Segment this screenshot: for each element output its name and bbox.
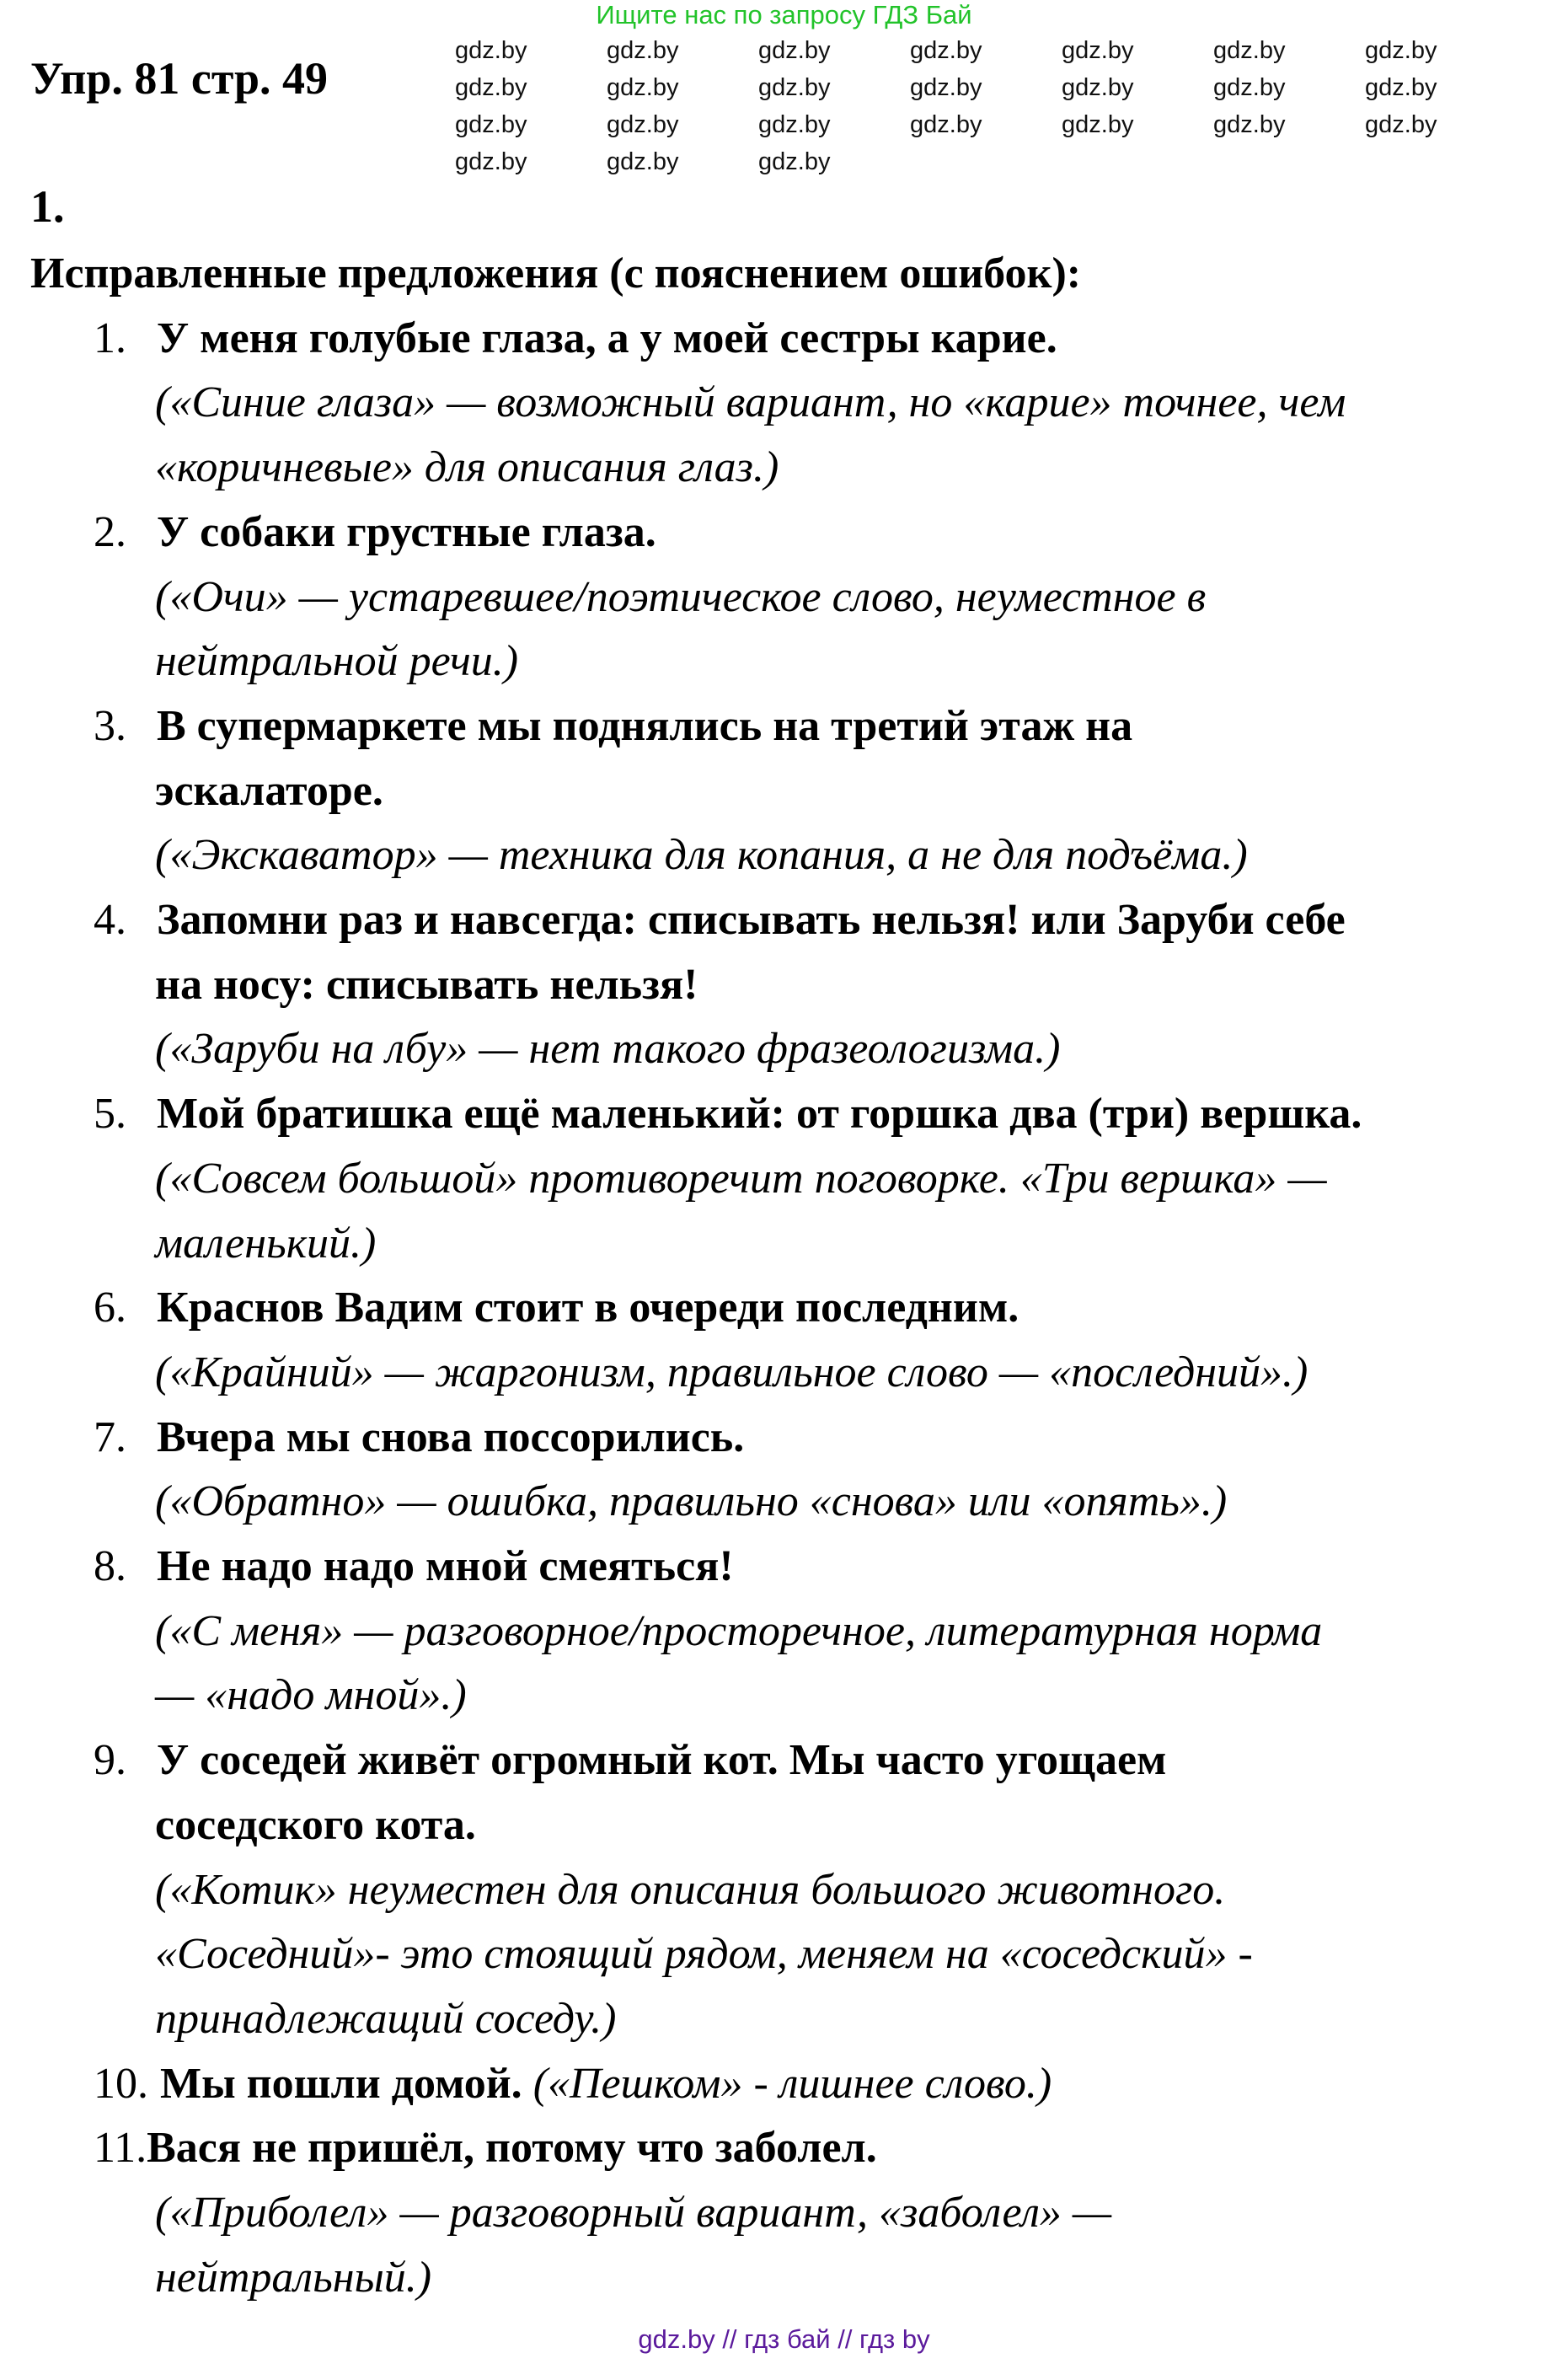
item-number: 8. bbox=[94, 1542, 126, 1591]
watermark-text: gdz.by bbox=[758, 37, 831, 64]
footer-links[interactable]: gdz.by // гдз бай // гдз by bbox=[638, 2324, 930, 2354]
error-explanation: («Экскаватор» — техника для копания, а не для подъёма.) bbox=[155, 831, 1248, 880]
top-banner[interactable]: Ищите нас по запросу ГДЗ Бай bbox=[596, 0, 972, 29]
error-explanation: — «надо мной».) bbox=[155, 1671, 467, 1720]
error-explanation: маленький.) bbox=[155, 1219, 377, 1268]
item-first-line bbox=[30, 888, 1547, 953]
list-item bbox=[30, 694, 1547, 888]
watermark-text: gdz.by bbox=[1213, 111, 1286, 138]
list-item bbox=[30, 1729, 1547, 2052]
item-number: 9. bbox=[94, 1736, 126, 1785]
watermark-text: gdz.by bbox=[910, 37, 982, 64]
watermark-text: gdz.by bbox=[1062, 74, 1134, 101]
corrected-sentence: У соседей живёт огромный кот. Мы часто угощаем bbox=[157, 1736, 1167, 1785]
corrected-sentence: Вася не пришёл, потому что заболел. bbox=[147, 2124, 877, 2173]
error-explanation: принадлежащий соседу.) bbox=[155, 1994, 617, 2043]
item-first-line bbox=[30, 1406, 1547, 1471]
error-explanation: нейтральный.) bbox=[155, 2253, 432, 2302]
error-explanation: («Совсем большой» противоречит поговорке. «Три вершка» — bbox=[155, 1154, 1327, 1203]
watermark-text: gdz.by bbox=[910, 111, 982, 138]
answer-heading: Исправленные предложения (с пояснением ошибок): bbox=[30, 249, 1082, 297]
watermark-text: gdz.by bbox=[1062, 37, 1134, 64]
watermark-text: gdz.by bbox=[455, 74, 527, 101]
watermark-text: gdz.by bbox=[1365, 111, 1437, 138]
watermark-text: gdz.by bbox=[758, 111, 831, 138]
error-explanation: («Обратно» — ошибка, правильно «снова» или «опять».) bbox=[155, 1477, 1228, 1526]
watermark-text: gdz.by bbox=[607, 111, 679, 138]
item-number: 11. bbox=[94, 2124, 147, 2173]
item-number: 1. bbox=[94, 314, 126, 362]
section-number: 1. bbox=[30, 181, 65, 232]
error-explanation: («Пешком» - лишнее слово.) bbox=[532, 2059, 1052, 2108]
list-item bbox=[30, 1276, 1547, 1405]
item-first-line bbox=[30, 1082, 1547, 1147]
list-item bbox=[30, 307, 1547, 501]
watermark-text: gdz.by bbox=[1365, 37, 1437, 64]
item-first-line bbox=[30, 1535, 1547, 1600]
item-number: 6. bbox=[94, 1284, 126, 1332]
watermark-text: gdz.by bbox=[1213, 37, 1286, 64]
error-explanation: («С меня» — разговорное/просторечное, литературная норма bbox=[155, 1606, 1323, 1655]
error-explanation: («Крайний» — жаргонизм, правильное слово — «последний».) bbox=[155, 1348, 1308, 1396]
item-number: 4. bbox=[94, 896, 126, 945]
list-item bbox=[30, 1535, 1547, 1729]
item-number: 7. bbox=[94, 1412, 126, 1461]
corrected-sentence: В супермаркете мы поднялись на третий этаж на bbox=[157, 701, 1133, 750]
item-first-line bbox=[30, 2116, 1547, 2181]
error-explanation: («Приболел» — разговорный вариант, «заболел» — bbox=[155, 2189, 1112, 2238]
watermark-text: gdz.by bbox=[607, 74, 679, 101]
item-number: 3. bbox=[94, 701, 126, 750]
watermark-text: gdz.by bbox=[1213, 74, 1286, 101]
watermark-text: gdz.by bbox=[1062, 111, 1134, 138]
corrected-sentence: Не надо надо мной смеяться! bbox=[157, 1542, 734, 1591]
corrected-sentence: Запомни раз и навсегда: списывать нельзя! или Заруби себе bbox=[157, 896, 1346, 945]
list-item bbox=[30, 1082, 1547, 1276]
corrected-sentence-continued: эскалаторе. bbox=[155, 766, 383, 815]
error-explanation: («Котик» неуместен для описания большого животного. bbox=[155, 1865, 1226, 1914]
list-item bbox=[30, 888, 1547, 1082]
watermark-text: gdz.by bbox=[455, 111, 527, 138]
corrected-sentence: Мой братишка ещё маленький: от горшка два (три) вершка. bbox=[157, 1090, 1362, 1139]
watermark-text: gdz.by bbox=[758, 148, 831, 175]
item-first-line bbox=[30, 2052, 1547, 2117]
watermark-text: gdz.by bbox=[455, 37, 527, 64]
error-explanation: «коричневые» для описания глаз.) bbox=[155, 443, 779, 492]
error-explanation: («Синие глаза» — возможный вариант, но «карие» точнее, чем bbox=[155, 378, 1346, 427]
error-explanation: «Соседний»- это стоящий рядом, меняем на «соседский» - bbox=[155, 1930, 1253, 1979]
corrected-sentence: Краснов Вадим стоит в очереди последним. bbox=[157, 1284, 1019, 1332]
list-item bbox=[30, 2116, 1547, 2310]
corrected-sentence: У собаки грустные глаза. bbox=[157, 507, 656, 556]
item-number: 10. bbox=[94, 2059, 148, 2108]
item-first-line bbox=[30, 307, 1547, 372]
answer-content bbox=[30, 242, 1547, 2311]
answer-list bbox=[30, 307, 1547, 2311]
corrected-sentence-continued: соседского кота. bbox=[155, 1800, 476, 1849]
error-explanation: («Очи» — устаревшее/поэтическое слово, неуместное в bbox=[155, 572, 1207, 621]
watermark-text: gdz.by bbox=[1365, 74, 1437, 101]
watermark-text: gdz.by bbox=[910, 74, 982, 101]
watermark-text: gdz.by bbox=[607, 148, 679, 175]
item-first-line bbox=[30, 1729, 1547, 1793]
item-first-line bbox=[30, 1276, 1547, 1341]
watermark-text: gdz.by bbox=[758, 74, 831, 101]
list-item bbox=[30, 501, 1547, 694]
item-number: 2. bbox=[94, 507, 126, 556]
watermark-text: gdz.by bbox=[455, 148, 527, 175]
corrected-sentence-continued: на носу: списывать нельзя! bbox=[155, 960, 698, 1009]
corrected-sentence: Мы пошли домой. bbox=[160, 2059, 522, 2108]
list-item bbox=[30, 2052, 1547, 2117]
error-explanation: нейтральной речи.) bbox=[155, 637, 519, 686]
corrected-sentence: У меня голубые глаза, а у моей сестры карие. bbox=[157, 314, 1057, 362]
item-first-line bbox=[30, 501, 1547, 565]
item-first-line bbox=[30, 694, 1547, 759]
watermark-text: gdz.by bbox=[607, 37, 679, 64]
list-item bbox=[30, 1406, 1547, 1535]
item-number: 5. bbox=[94, 1090, 126, 1139]
exercise-title: Упр. 81 стр. 49 bbox=[30, 53, 329, 104]
error-explanation: («Заруби на лбу» — нет такого фразеологизма.) bbox=[155, 1025, 1061, 1074]
corrected-sentence: Вчера мы снова поссорились. bbox=[157, 1412, 745, 1461]
